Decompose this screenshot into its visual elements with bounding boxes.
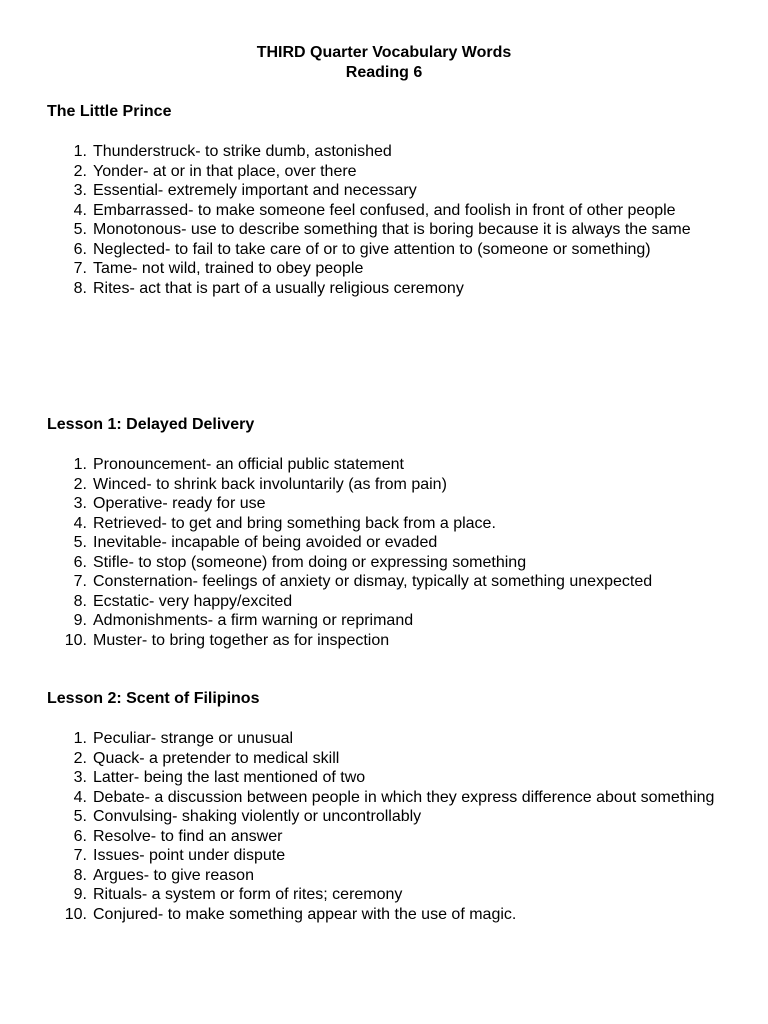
vocab-list-scent-of-filipinos (47, 729, 727, 924)
vocab-item-text: Latter- being the last mentioned of two (93, 769, 366, 786)
vocab-item-text: Issues- point under dispute (93, 847, 286, 864)
vocab-item-text: Essential- extremely important and necessary (93, 182, 417, 199)
vocab-item (47, 514, 727, 534)
vocab-item (47, 142, 727, 162)
vocab-item (47, 768, 727, 788)
vocab-item (47, 494, 727, 514)
vocab-item (47, 279, 727, 299)
vocab-item (47, 553, 727, 573)
vocab-item (47, 181, 727, 201)
vocab-item-number: 9. (73, 612, 87, 629)
vocab-item (47, 240, 727, 260)
vocab-item-number: 8. (73, 592, 87, 610)
vocab-item (47, 729, 727, 749)
vocab-item-number: 3. (73, 182, 87, 199)
vocab-item (47, 788, 727, 808)
vocab-item-text: Stifle- to stop (someone) from doing or expressing something (93, 553, 527, 571)
vocab-item-text: Neglected- to fail to take care of or to give attention to (someone or something) (93, 240, 651, 258)
vocab-item-text: Ecstatic- very happy/excited (93, 592, 293, 610)
vocab-item-text: Yonder- at or in that place, over there (93, 162, 357, 180)
vocab-item-text: Operative- ready for use (93, 495, 266, 512)
vocab-item-text: Convulsing- shaking violently or uncontrollably (93, 808, 422, 825)
vocab-item (47, 201, 727, 221)
vocab-item (47, 905, 727, 925)
vocab-item-number: 4. (73, 514, 87, 532)
vocab-item (47, 533, 727, 553)
vocab-item-number: 8. (73, 866, 87, 884)
vocab-item-number: 4. (73, 201, 87, 219)
vocab-item-number: 7. (73, 573, 87, 590)
vocab-item (47, 572, 727, 592)
document-title: THIRD Quarter Vocabulary Words (256, 44, 512, 61)
document-subtitle: Reading 6 (345, 64, 423, 81)
vocab-item-number: 10. (64, 631, 87, 649)
vocab-item (47, 885, 727, 905)
vocab-item-text: Pronouncement- an official public statement (93, 456, 404, 473)
vocab-item-number: 4. (73, 788, 87, 806)
vocab-list-delayed-delivery (47, 455, 727, 650)
vocab-item-number: 10. (64, 905, 87, 923)
vocab-item-text: Retrieved- to get and bring something back from a place. (93, 514, 496, 532)
vocab-item-text: Rites- act that is part of a usually religious ceremony (93, 279, 464, 297)
vocab-item-text: Debate- a discussion between people in which they express difference about something (93, 788, 715, 806)
vocab-item-text: Argues- to give reason (93, 866, 254, 884)
vocab-item-number: 6. (73, 553, 87, 571)
vocab-item-number: 9. (73, 886, 87, 903)
vocab-item-number: 2. (73, 475, 87, 493)
vocab-item-number: 1. (73, 143, 87, 160)
vocab-item-number: 5. (73, 534, 87, 551)
vocab-item-text: Resolve- to find an answer (93, 827, 283, 845)
title-block (0, 43, 768, 83)
vocab-item-text: Rituals- a system or form of rites; ceremony (93, 886, 403, 903)
vocab-item (47, 631, 727, 651)
vocab-item-text: Admonishments- a firm warning or reprimand (93, 612, 414, 629)
vocab-item-number: 8. (73, 279, 87, 297)
vocab-item (47, 749, 727, 769)
vocab-item (47, 866, 727, 886)
vocab-item-text: Inevitable- incapable of being avoided or evaded (93, 534, 438, 551)
vocab-item (47, 475, 727, 495)
vocab-item-number: 7. (73, 847, 87, 864)
vocab-item-number: 1. (73, 730, 87, 747)
vocab-item (47, 455, 727, 475)
vocab-item-number: 2. (73, 162, 87, 180)
vocab-item (47, 592, 727, 612)
vocab-item-text: Peculiar- strange or unusual (93, 730, 294, 747)
vocab-item (47, 846, 727, 866)
vocab-item-number: 5. (73, 221, 87, 238)
vocab-item (47, 827, 727, 847)
vocab-item-text: Winced- to shrink back involuntarily (as from pain) (93, 475, 447, 493)
vocab-item (47, 220, 727, 240)
section-heading-scent-of-filipinos: Lesson 2: Scent of Filipinos (47, 690, 260, 707)
vocab-item-text: Thunderstruck- to strike dumb, astonished (93, 143, 392, 160)
vocab-item-text: Tame- not wild, trained to obey people (93, 260, 364, 277)
vocab-item-text: Monotonous- use to describe something that is boring because it is always the same (93, 221, 691, 238)
vocab-item-number: 3. (73, 769, 87, 786)
section-heading-little-prince: The Little Prince (47, 103, 172, 120)
vocab-item-number: 2. (73, 749, 87, 767)
vocab-item-number: 5. (73, 808, 87, 825)
vocab-item-text: Muster- to bring together as for inspection (93, 631, 390, 649)
vocab-item-number: 7. (73, 260, 87, 277)
vocab-item (47, 162, 727, 182)
vocab-list-little-prince (47, 142, 727, 298)
vocab-item-text: Consternation- feelings of anxiety or dismay, typically at something unexpected (93, 573, 653, 590)
vocab-item (47, 611, 727, 631)
vocab-item-text: Embarrassed- to make someone feel confused, and foolish in front of other people (93, 201, 676, 219)
vocab-item (47, 807, 727, 827)
vocab-item-number: 6. (73, 240, 87, 258)
vocab-item-number: 3. (73, 495, 87, 512)
section-heading-delayed-delivery: Lesson 1: Delayed Delivery (47, 416, 255, 433)
vocab-item-text: Quack- a pretender to medical skill (93, 749, 340, 767)
vocab-item-number: 6. (73, 827, 87, 845)
vocab-item-text: Conjured- to make something appear with the use of magic. (93, 905, 517, 923)
vocab-item (47, 259, 727, 279)
vocab-item-number: 1. (73, 456, 87, 473)
